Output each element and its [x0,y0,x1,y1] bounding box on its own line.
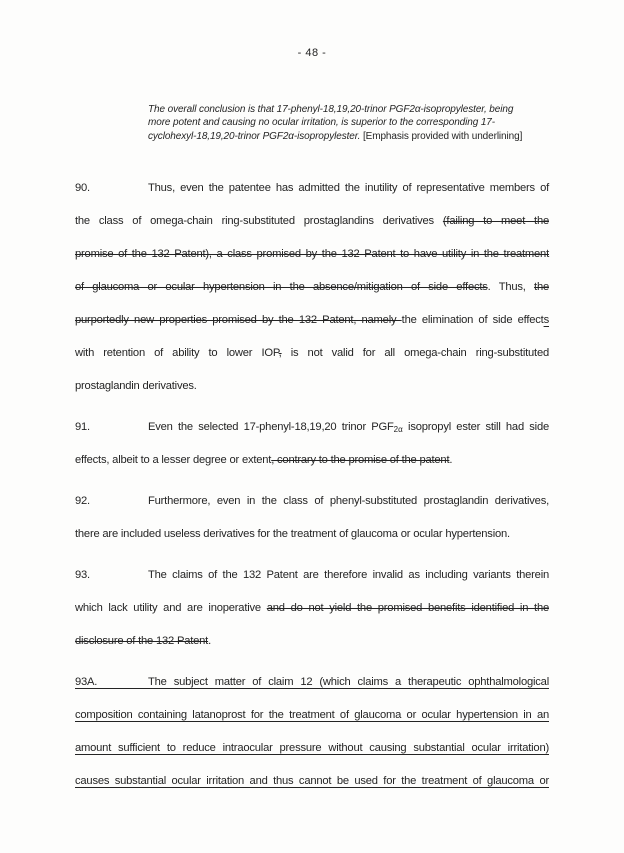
text-line [75,699,549,732]
text-line [75,411,549,444]
text-run: the elimination of side effect [401,314,544,326]
text-run: [Emphasis provided with underlining] [360,130,523,142]
page-number: - 48 - [297,47,327,59]
text-line [75,518,549,551]
text-line [75,337,549,370]
text-run: Even the selected 17-phenyl-18,19,20 trinor PGF [148,421,394,433]
text-run: Furthermore, even in the class of phenyl-substituted prostaglandin derivatives, [148,495,549,507]
text-line [75,370,549,403]
quote-block [148,103,558,143]
text-run: . [208,635,212,647]
underlined-text-run: s [543,314,549,326]
text-line [148,130,558,143]
struck-text-run: the [534,281,549,293]
text-line [75,205,549,238]
underlined-text-run: causes substantial ocular irritation and thus cannot be used for the treatment of glaucoma or [75,775,549,787]
text-line [75,485,549,518]
struck-text-run: of glaucoma or ocular hypertension in the absence/mitigation of side effects [75,281,488,293]
text-line [75,666,549,699]
paragraph-number: 90. [75,182,90,194]
text-run: Thus, even the patentee has admitted the inutility of representative members of [148,182,549,194]
paragraph-91 [75,411,549,477]
underlined-text-run: composition containing latanoprost for the treatment of glaucoma or ocular hypertension in an [75,709,549,721]
text-line [75,304,549,337]
subscript-text-run: 2α [393,425,403,434]
paragraph-number: 92. [75,495,90,507]
paragraph-number: 91. [75,421,90,433]
text-line [75,732,549,765]
struck-text-run: disclosure of the 132 Patent [75,635,209,647]
text-line [75,765,549,798]
text-run: prostaglandin derivatives. [75,380,197,392]
text-line [75,271,549,304]
struck-text-run: (failing to meet the [442,215,549,227]
paragraph-93A [75,666,549,798]
text-line [148,116,558,129]
text-run: is not valid for all omega-chain ring-substituted [281,347,549,359]
underlined-text-run: The subject matter of claim 12 (which claims a therapeutic ophthalmological [148,676,549,688]
text-line [75,172,549,205]
text-line [75,625,549,658]
paragraph-90 [75,172,549,403]
text-line [75,559,549,592]
text-line [75,444,549,477]
struck-text-run: purportedly new properties promised by the 132 Patent, namely [75,314,402,326]
text-line [148,103,558,116]
italic-text-run: cyclohexyl-18,19,20-trinor PGF2α-isopropylester. [148,130,361,142]
text-line [75,238,549,271]
text-run: isopropyl ester still had side [402,421,549,433]
text-run: . [449,454,453,466]
italic-text-run: more potent and causing no ocular irritation, is superior to the corresponding 17- [148,117,496,129]
text-run: the class of omega-chain ring-substituted prostaglandins derivatives [75,215,443,227]
paragraph-number: 93. [75,569,90,581]
struck-text-run: , [278,347,282,359]
text-run: effects, albeit to a lesser degree or extent [75,454,272,466]
paragraph-93 [75,559,549,658]
paragraph-number: 93A. [75,676,148,689]
text-run: with retention of ability to lower IOP [75,347,279,359]
struck-text-run: and do not yield the promised benefits identified in the [266,602,549,614]
underlined-text-run: amount sufficient to reduce intraocular pressure without causing substantial ocular irritation) [75,742,549,754]
struck-text-run: promise of the 132 Patent), a class promised by the 132 Patent to have utility in the treatment [75,248,549,260]
text-run: which lack utility and are inoperative [75,602,267,614]
text-run: there are included useless derivatives for the treatment of glaucoma or ocular hypertension. [75,528,510,540]
italic-text-run: The overall conclusion is that 17-phenyl-18,19,20-trinor PGF2α-isopropylester, being [148,104,514,115]
struck-text-run: , contrary to the promise of the patent [271,454,450,466]
paragraphs-container [75,172,549,798]
text-run: . Thus, [487,281,535,293]
text-line [75,592,549,625]
paragraph-92 [75,485,549,551]
text-run: The claims of the 132 Patent are therefore invalid as including variants therein [148,569,549,581]
